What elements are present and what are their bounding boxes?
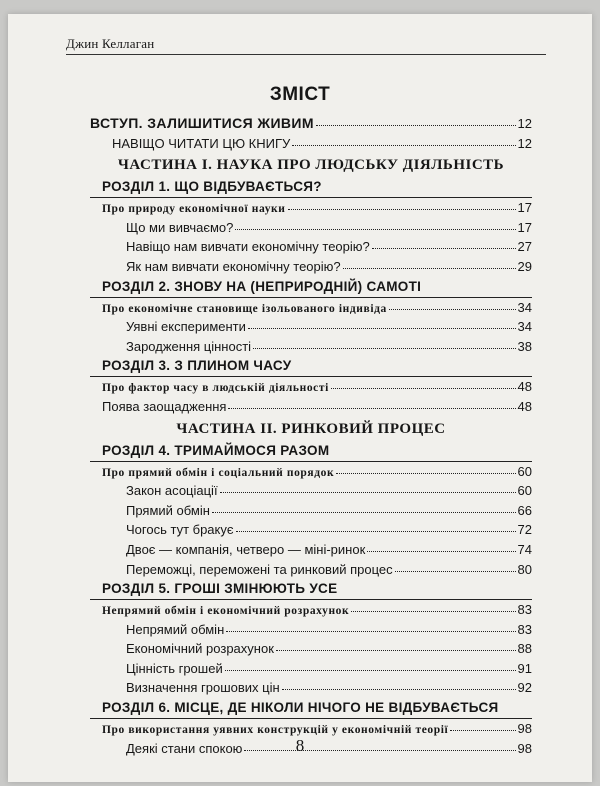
- toc-entry-title: Що ми вивчаємо?: [126, 219, 234, 235]
- toc-entry-page: 83: [517, 621, 532, 637]
- toc-entry-sub2: [90, 520, 532, 540]
- toc-entry-section: [90, 198, 532, 218]
- dot-leader: [288, 208, 516, 210]
- running-head: Джин Келлаган: [66, 36, 155, 51]
- toc-entry-title: Непрямий обмін: [126, 621, 225, 637]
- toc-entry-page: 88: [517, 641, 532, 657]
- toc-entry-sub2: [90, 620, 532, 640]
- toc-entry-page: 48: [517, 398, 532, 414]
- dot-leader: [226, 630, 515, 632]
- toc-entry-sub2: [90, 501, 532, 521]
- dot-leader: [235, 228, 515, 230]
- toc-entry-sub2: [90, 481, 532, 501]
- toc-entry-chapter: [90, 177, 532, 198]
- toc-entry-page: 48: [517, 379, 532, 395]
- toc-entry-title: Про використання уявних конструкцій у економічній теорії: [102, 724, 449, 737]
- toc-entry-flat: [90, 397, 532, 417]
- page-number: 8: [295, 736, 305, 755]
- toc-entry-sub2: [90, 257, 532, 277]
- toc-entry-sub2: [90, 218, 532, 238]
- dot-leader: [343, 267, 516, 269]
- toc-entry-intro: [90, 114, 532, 134]
- toc-entry-title: Чогось тут бракує: [126, 522, 234, 538]
- toc-entry-title: РОЗДІЛ 2. ЗНОВУ НА (НЕПРИРОДНІЙ) САМОТІ: [102, 278, 422, 294]
- toc-entry-section: [90, 298, 532, 318]
- toc-entry-section: [90, 462, 532, 482]
- dot-leader: [292, 144, 515, 146]
- toc-entry-sub2: [90, 639, 532, 659]
- toc-entry-sub2: [90, 337, 532, 357]
- dot-leader: [395, 570, 516, 572]
- toc-entry-page: 98: [517, 721, 532, 737]
- toc-entry-title: Деякі стани спокою: [126, 740, 243, 756]
- toc-entry-chapter: [90, 356, 532, 377]
- toc-entry-title: Про природу економічної науки: [102, 203, 286, 216]
- dot-leader: [228, 407, 515, 409]
- toc-entry-chapter: [90, 277, 532, 298]
- dot-leader: [276, 649, 516, 651]
- toc-entry-title: Уявні експерименти: [126, 319, 246, 335]
- dot-leader: [212, 511, 516, 513]
- toc-entry-title: Поява заощадження: [102, 398, 227, 414]
- dot-leader: [253, 347, 515, 349]
- toc-entry-page: 38: [517, 338, 532, 354]
- toc-entry-part: [90, 417, 532, 441]
- dot-leader: [331, 387, 516, 389]
- toc-entry-title: Про фактор часу в людській діяльності: [102, 382, 329, 395]
- toc-entry-chapter: [90, 698, 532, 719]
- toc-entry-title: Двоє — компанія, четверо — міні-ринок: [126, 541, 366, 557]
- dot-leader: [220, 491, 516, 493]
- toc-entry-page: 17: [517, 219, 532, 235]
- dot-leader: [372, 247, 516, 249]
- toc-entry-title: РОЗДІЛ 4. ТРИМАЙМОСЯ РАЗОМ: [102, 442, 330, 458]
- toc-title: ЗМІСТ: [269, 84, 331, 105]
- toc-entry-page: 34: [517, 319, 532, 335]
- dot-leader: [367, 550, 515, 552]
- toc-entry-sub2: [90, 560, 532, 580]
- toc-entry-chapter: [90, 579, 532, 600]
- toc-entry-page: 98: [517, 740, 532, 756]
- toc-entry-title: Про економічне становище ізольованого індивіда: [102, 302, 387, 315]
- toc-entry-title: Зародження цінності: [126, 338, 252, 354]
- toc-entry-title: РОЗДІЛ 1. ЩО ВІДБУВАЄТЬСЯ?: [102, 179, 322, 195]
- toc-entry-page: 92: [517, 680, 532, 696]
- toc-entry-title: Цінність грошей: [126, 660, 223, 676]
- toc-entry-title: Як нам вивчати економічну теорію?: [126, 258, 341, 274]
- toc-entry-title: ЧАСТИНА І. НАУКА ПРО ЛЮДСЬКУ ДІЯЛЬНІСТЬ: [117, 157, 505, 174]
- toc-entry-title: Прямий обмін: [126, 502, 210, 518]
- toc-entry-sub2: [90, 659, 532, 679]
- toc-entry-title: РОЗДІЛ 5. ГРОШІ ЗМІНЮЮТЬ УСЕ: [102, 581, 338, 597]
- toc-entry-page: 66: [517, 502, 532, 518]
- toc-entry-title: НАВІЩО ЧИТАТИ ЦЮ КНИГУ: [112, 135, 291, 151]
- toc-entry-page: 27: [517, 239, 532, 255]
- dot-leader: [316, 124, 516, 126]
- toc-entry-title: РОЗДІЛ 3. З ПЛИНОМ ЧАСУ: [102, 358, 292, 374]
- toc-entry-title: Переможці, переможені та ринковий процес: [126, 561, 393, 577]
- toc-entry-title: Про прямий обмін і соціальний порядок: [102, 466, 335, 479]
- toc-entry-section: [90, 600, 532, 620]
- dot-leader: [248, 327, 516, 329]
- toc-entry-title: Навіщо нам вивчати економічну теорію?: [126, 239, 370, 255]
- book-page: [8, 14, 592, 782]
- toc-entry-title: ЧАСТИНА ІІ. РИНКОВИЙ ПРОЦЕС: [176, 420, 446, 437]
- toc-entry-page: 74: [517, 541, 532, 557]
- dot-leader: [450, 729, 515, 731]
- dot-leader: [225, 669, 516, 671]
- toc-entry-page: 12: [517, 135, 532, 151]
- toc-entry-page: 12: [517, 116, 532, 131]
- toc-entry-page: 17: [517, 200, 532, 216]
- toc-entry-page: 91: [517, 660, 532, 676]
- toc-entry-sub2: [90, 540, 532, 560]
- header-rule: [66, 54, 546, 55]
- toc-entry-chapter: [90, 441, 532, 462]
- toc-entry-title: Економічний розрахунок: [126, 641, 274, 657]
- toc-entry-part: [90, 153, 532, 177]
- toc-entry-sub: [90, 134, 532, 154]
- dot-leader: [389, 308, 516, 310]
- toc-entry-page: 83: [517, 602, 532, 618]
- toc-entry-title: ВСТУП. ЗАЛИШИТИСЯ ЖИВИМ: [90, 115, 314, 131]
- toc-entry-page: 72: [517, 522, 532, 538]
- dot-leader: [336, 472, 515, 474]
- toc-entry-title: Непрямий обмін і економічний розрахунок: [102, 605, 350, 618]
- toc-entry-section: [90, 377, 532, 397]
- dot-leader: [282, 688, 516, 690]
- toc-entry-sub2: [90, 237, 532, 257]
- toc-entry-page: 29: [517, 258, 532, 274]
- toc-entry-title: Закон асоціації: [126, 483, 218, 499]
- toc-entry-page: 60: [517, 463, 532, 479]
- dot-leader: [351, 610, 515, 612]
- table-of-contents: [90, 114, 532, 758]
- dot-leader: [236, 530, 516, 532]
- toc-entry-page: 34: [517, 299, 532, 315]
- toc-entry-sub2: [90, 317, 532, 337]
- toc-entry-title: РОЗДІЛ 6. МІСЦЕ, ДЕ НІКОЛИ НІЧОГО НЕ ВІДБУВАЄТЬСЯ: [102, 700, 499, 716]
- toc-entry-page: 80: [517, 561, 532, 577]
- toc-entry-sub2: [90, 678, 532, 698]
- toc-entry-page: 60: [517, 483, 532, 499]
- toc-entry-title: Визначення грошових цін: [126, 680, 280, 696]
